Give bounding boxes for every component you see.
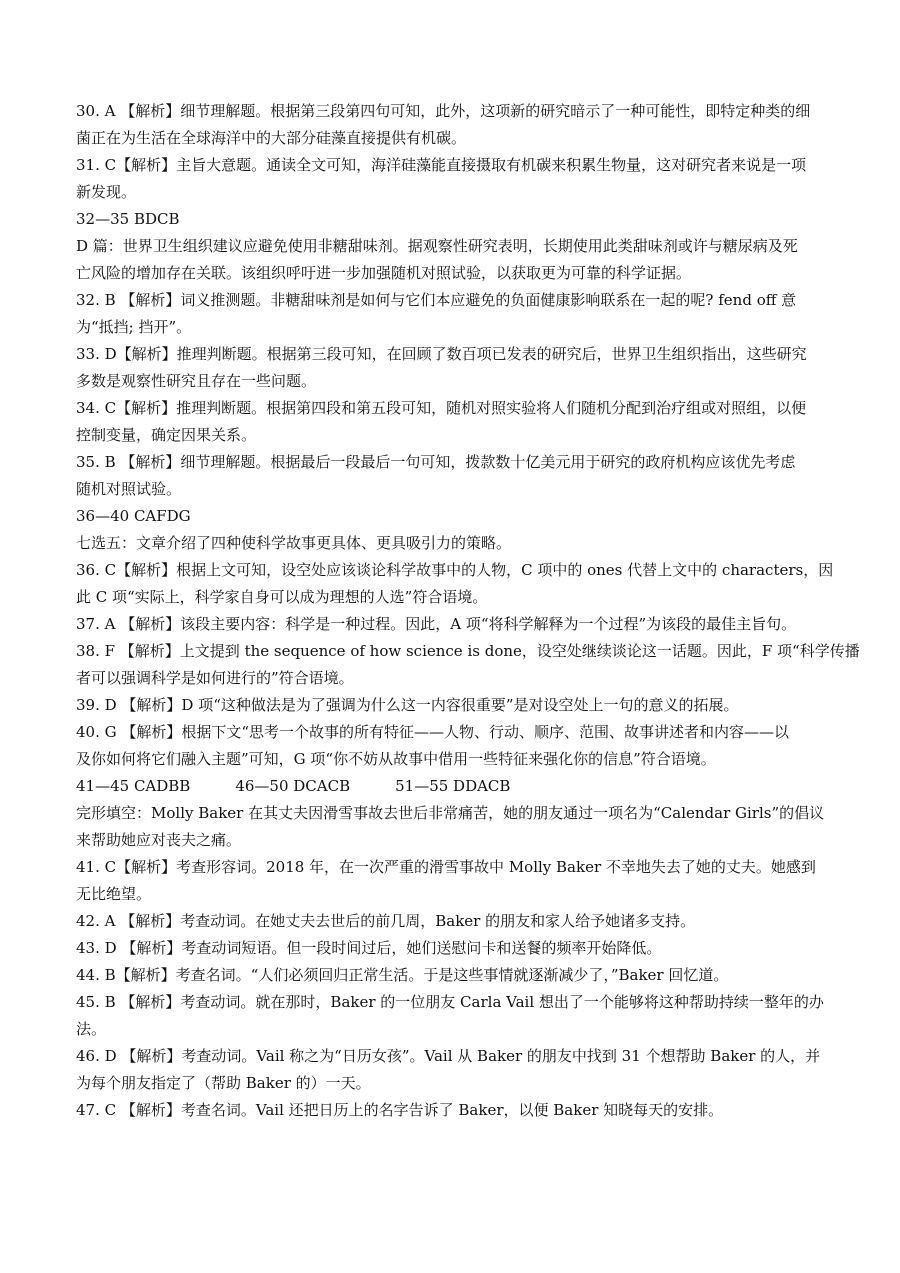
answer-explanation-text (76, 98, 860, 1124)
text-line: 为每个朋友指定了（帮助 Baker 的）一天。 (76, 1074, 371, 1092)
text-line: 控制变量，确定因果关系。 (76, 426, 257, 444)
text-line: 34. C【解析】推理判断题。根据第四段和第五段可知，随机对照实验将人们随机分配到治疗组或对照组，以便 (76, 399, 807, 417)
text-line: 41—45 CADBB 46—50 DCACB 51—55 DDACB (76, 777, 511, 795)
text-line: 30. A 【解析】细节理解题。根据第三段第四句可知，此外，这项新的研究暗示了一种可能性，即特定种类的细 (76, 102, 811, 120)
text-line: 完形填空：Molly Baker 在其丈夫因滑雪事故去世后非常痛苦，她的朋友通过一项名为“Calendar Girls”的倡议 (76, 804, 825, 822)
text-line: 36. C【解析】根据上文可知，设空处应该谈论科学故事中的人物，C 项中的 ones 代替上文中的 characters，因 (76, 561, 834, 579)
text-line: 来帮助她应对丧夫之痛。 (76, 831, 242, 849)
text-line: 39. D 【解析】D 项“这种做法是为了强调为什么这一内容很重要”是对设空处上一句的意义的拓展。 (76, 696, 739, 714)
text-line: 42. A 【解析】考查动词。在她丈夫去世后的前几周，Baker 的朋友和家人给予她诸多支持。 (76, 912, 696, 930)
text-line: 新发现。 (76, 183, 137, 201)
text-line: 多数是观察性研究且存在一些问题。 (76, 372, 317, 390)
text-line: 32. B 【解析】词义推测题。非糖甜味剂是如何与它们本应避免的负面健康影响联系在一起的呢? fend off 意 (76, 291, 797, 309)
text-line: D 篇：世界卫生组织建议应避免使用非糖甜味剂。据观察性研究表明，长期使用此类甜味剂或许与糖尿病及死 (76, 237, 798, 255)
text-line: 者可以强调科学是如何进行的”符合语境。 (76, 669, 354, 687)
text-line: 七选五：文章介绍了四种使科学故事更具体、更具吸引力的策略。 (76, 534, 512, 552)
text-line: 32—35 BDCB (76, 210, 180, 228)
text-line: 菌正在为生活在全球海洋中的大部分硅藻直接提供有机碳。 (76, 129, 467, 147)
text-line: 40. G 【解析】根据下文“思考一个故事的所有特征——人物、行动、顺序、范围、故事讲述者和内容——以 (76, 723, 790, 741)
text-line: 43. D 【解析】考查动词短语。但一段时间过后，她们送慰问卡和送餐的频率开始降低。 (76, 939, 662, 957)
text-line: 44. B【解析】考查名词。“人们必须回归正常生活。于是这些事情就逐渐减少了，”Baker 回忆道。 (76, 966, 729, 984)
text-line: 随机对照试验。 (76, 480, 182, 498)
text-line: 为“抵挡; 挡开”。 (76, 318, 192, 336)
text-line: 无比绝望。 (76, 885, 152, 903)
text-line: 亡风险的增加存在关联。该组织呼吁进一步加强随机对照试验，以获取更为可靠的科学证据。 (76, 264, 692, 282)
text-line: 此 C 项“实际上，科学家自身可以成为理想的人选”符合语境。 (76, 588, 488, 606)
text-line: 46. D 【解析】考查动词。Vail 称之为“日历女孩”。Vail 从 Baker 的朋友中找到 31 个想帮助 Baker 的人，并 (76, 1047, 821, 1065)
text-line: 法。 (76, 1020, 107, 1038)
text-line: 36—40 CAFDG (76, 507, 191, 525)
text-line: 33. D【解析】推理判断题。根据第三段可知，在回顾了数百项已发表的研究后，世界卫生组织指出，这些研究 (76, 345, 807, 363)
text-line: 及你如何将它们融入主题”可知，G 项“你不妨从故事中借用一些特征来强化你的信息”符合语境。 (76, 750, 716, 768)
text-line: 41. C【解析】考查形容词。2018 年，在一次严重的滑雪事故中 Molly Baker 不幸地失去了她的丈夫。她感到 (76, 858, 816, 876)
text-line: 37. A 【解析】该段主要内容：科学是一种过程。因此，A 项“将科学解释为一个过程”为该段的最佳主旨句。 (76, 615, 797, 633)
text-line: 31. C【解析】主旨大意题。通读全文可知，海洋硅藻能直接摄取有机碳来积累生物量，这对研究者来说是一项 (76, 156, 807, 174)
text-line: 35. B 【解析】细节理解题。根据最后一段最后一句可知，拨款数十亿美元用于研究的政府机构应该优先考虑 (76, 453, 796, 471)
text-line: 45. B 【解析】考查动词。就在那时，Baker 的一位朋友 Carla Vail 想出了一个能够将这种帮助持续一整年的办 (76, 993, 824, 1011)
text-line: 38. F 【解析】上文提到 the sequence of how science is done，设空处继续谈论这一话题。因此，F 项“科学传播 (76, 642, 860, 660)
text-line: 47. C 【解析】考查名词。Vail 还把日历上的名字告诉了 Baker，以便 Baker 知晓每天的安排。 (76, 1101, 724, 1119)
